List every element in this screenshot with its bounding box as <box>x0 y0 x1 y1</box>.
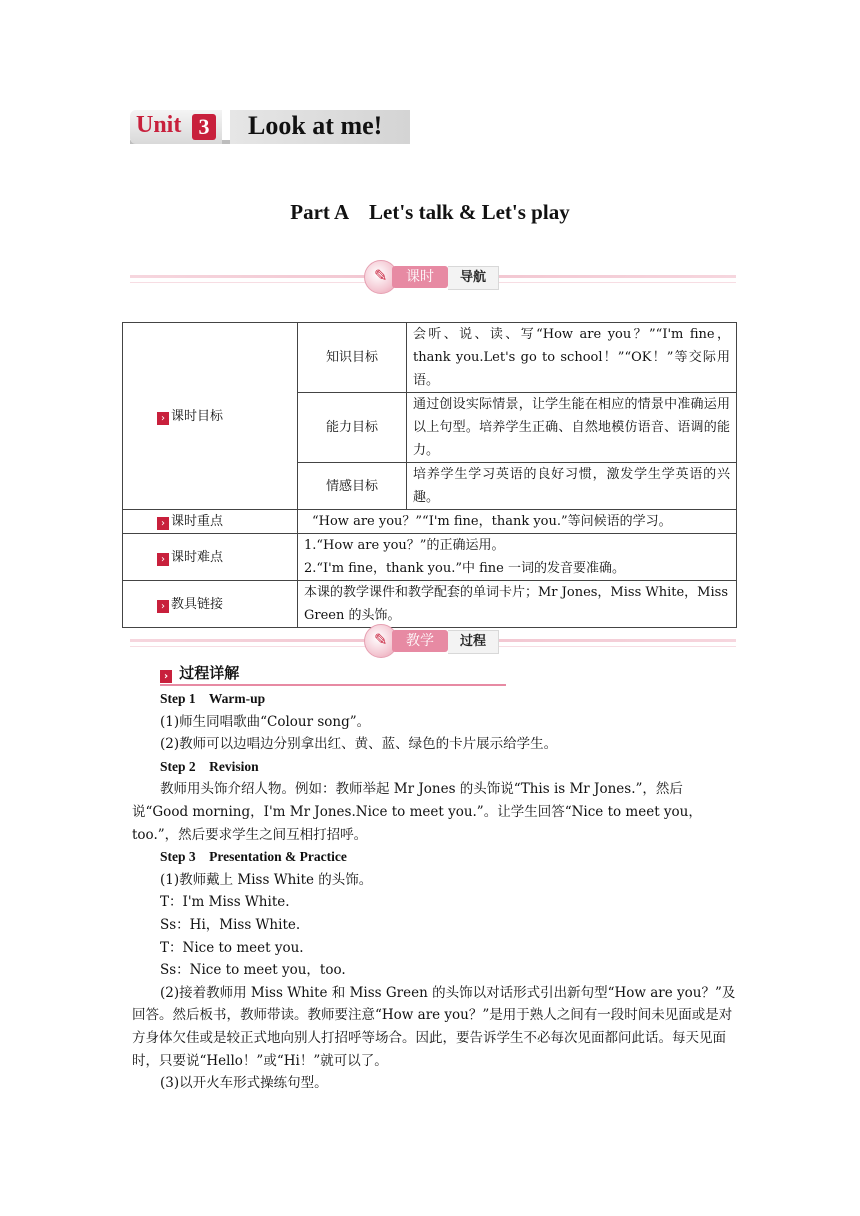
heading-underline <box>160 684 506 686</box>
knowledge-label: 知识目标 <box>298 323 407 393</box>
pen-icon: ✎ <box>364 624 398 658</box>
badge-label-white: 导航 <box>448 266 499 290</box>
table-row <box>123 534 737 581</box>
knowledge-text: 会听、说、读、写“How are you？”“I'm fine，thank you.Let's go to school！”“OK！”等交际用语。 <box>407 323 737 393</box>
unit-title: Look at me! <box>248 111 383 140</box>
process-title: 过程详解 <box>179 664 240 682</box>
badge-label-pink: 教学 <box>392 630 448 652</box>
difficult-point-1: 1.“How are you？”的正确运用。 <box>304 538 505 553</box>
unit-word: Unit <box>136 112 182 138</box>
ability-label: 能力目标 <box>298 393 407 463</box>
process-body <box>132 688 738 1095</box>
paragraph: (1)教师戴上 Miss White 的头饰。 <box>160 871 373 888</box>
step-heading: Step 3 Presentation & Practice <box>160 849 347 865</box>
emotion-text: 培养学生学习英语的良好习惯，激发学生学英语的兴趣。 <box>407 463 737 510</box>
unit-banner <box>130 110 410 144</box>
tools-text: 本课的教学课件和教学配套的单词卡片；Mr Jones，Miss White，Miss Green 的头饰。 <box>298 581 737 628</box>
tools-category: › 教具链接 <box>123 581 298 628</box>
badge-label-white: 过程 <box>448 630 499 654</box>
paragraph: (2)接着教师用 Miss White 和 Miss Green 的头饰以对话形式引出新句型“How are you？”及回答。然后板书，教师带读。教师要注意“How are you？”是用于熟人之间有一段时间未见面或是对方身体欠佳或是较正式地向别人打招呼等场合。因此，要告诉学生不必每次见面都问此话。每天见面时，只要说“Hello！”或“Hi！”就可以了。 <box>132 984 736 1069</box>
key-category: › 课时重点 <box>123 510 298 534</box>
unit-number: 3 <box>192 114 216 140</box>
difficult-text <box>298 534 737 581</box>
step-heading: Step 2 Revision <box>160 758 259 774</box>
goals-category: › 课时目标 <box>123 323 298 510</box>
dialogue-line: T：I'm Miss White. <box>160 894 290 911</box>
section-header-navigation <box>130 262 736 292</box>
key-text: “How are you？”“I'm fine，thank you.”等问候语的学习。 <box>298 510 737 534</box>
pen-icon: ✎ <box>364 260 398 294</box>
table-row <box>123 510 737 534</box>
ability-text: 通过创设实际情景，让学生能在相应的情景中准确运用以上句型。培养学生正确、自然地模仿语音、语调的能力。 <box>407 393 737 463</box>
paragraph: (2)教师可以边唱边分别拿出红、黄、蓝、绿色的卡片展示给学生。 <box>160 736 558 753</box>
step-heading: Step 1 Warm-up <box>160 691 266 706</box>
paragraph: 教师用头饰介绍人物。例如：教师举起 Mr Jones 的头饰说“This is Mr Jones.”，然后说“Good morning，I'm Mr Jones.Nice to meet you.”。让学生回答“Nice to meet you，too.”，然后要求学生之间互相打招呼。 <box>132 781 702 843</box>
arrow-right-icon: › <box>157 412 169 425</box>
arrow-right-icon: › <box>157 600 169 613</box>
badge-label-pink: 课时 <box>392 266 448 288</box>
part-title: Part A Let's talk & Let's play <box>290 200 570 224</box>
dialogue-line: Ss：Nice to meet you，too. <box>160 962 346 979</box>
difficult-category: › 课时难点 <box>123 534 298 581</box>
section-badge <box>364 626 502 654</box>
dialogue-line: T：Nice to meet you. <box>160 939 304 956</box>
dialogue-line: Ss：Hi，Miss White. <box>160 916 301 933</box>
paragraph: (3)以开火车形式操练句型。 <box>160 1075 328 1092</box>
arrow-right-icon: › <box>157 517 169 530</box>
lesson-goals-table <box>122 322 737 628</box>
arrow-right-icon: › <box>160 670 172 683</box>
table-row <box>123 323 737 393</box>
arrow-right-icon: › <box>157 553 169 566</box>
difficult-point-2: 2.“I'm fine，thank you.”中 fine 一词的发音要准确。 <box>304 561 626 576</box>
section-header-process <box>130 626 736 656</box>
paragraph: (1)师生同唱歌曲“Colour song”。 <box>160 713 371 730</box>
section-badge <box>364 262 502 290</box>
table-row <box>123 581 737 628</box>
process-heading <box>160 662 506 686</box>
emotion-label: 情感目标 <box>298 463 407 510</box>
